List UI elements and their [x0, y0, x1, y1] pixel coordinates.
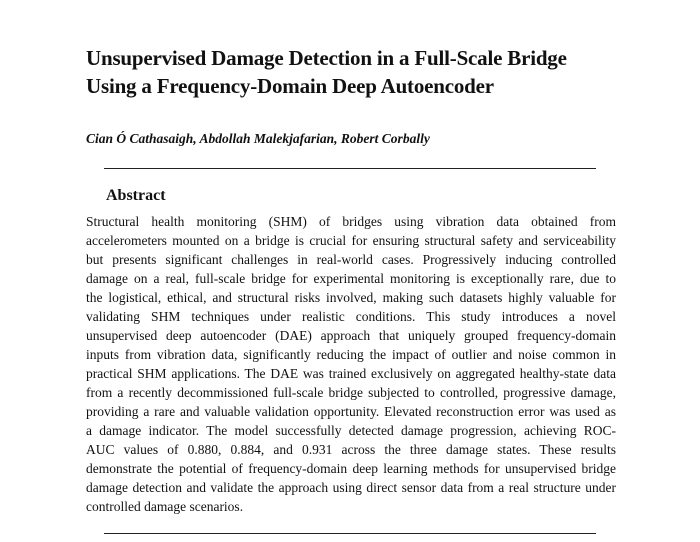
abstract-line: a damage indicator. The model successfully detected damage progression, achieving ROC-: [86, 423, 616, 438]
abstract-line: providing a rare and valuable validation opportunity. Elevated reconstruction error was used as: [86, 404, 616, 419]
abstract-line: from a recently decommissioned full-scale bridge subjected to controlled, progressive damage,: [86, 385, 616, 400]
paper-title: [86, 44, 646, 100]
abstract-line: practical SHM applications. The DAE was trained exclusively on aggregated healthy-state data: [86, 366, 616, 381]
abstract-line: unsupervised deep autoencoder (DAE) approach that uniquely grouped frequency-domain: [86, 328, 616, 343]
abstract-line: but presents significant challenges in real-world cases. Progressively inducing controlled: [86, 252, 616, 267]
abstract-line: the logistical, ethical, and structural risks involved, making such datasets highly valuable for: [86, 290, 616, 305]
abstract-line: inputs from vibration data, significantly reducing the impact of outlier and noise common in: [86, 347, 616, 362]
title-line-1: Unsupervised Damage Detection in a Full-Scale Bridge: [86, 46, 567, 70]
title-line-2: Using a Frequency-Domain Deep Autoencoder: [86, 74, 494, 98]
abstract-line: accelerometers mounted on a bridge is crucial for ensuring structural safety and serviceability: [86, 233, 616, 248]
top-divider: [104, 168, 596, 169]
abstract-line: demonstrate the potential of frequency-domain deep learning methods for unsupervised bridge: [86, 461, 616, 476]
bottom-divider: [104, 533, 596, 534]
abstract-heading: Abstract: [106, 187, 166, 204]
abstract-line: Structural health monitoring (SHM) of bridges using vibration data obtained from: [86, 214, 616, 229]
abstract-line: validating SHM techniques under realistic conditions. This study introduces a novel: [86, 309, 616, 324]
abstract-line: controlled damage scenarios.: [86, 499, 244, 514]
abstract-line: damage detection and validate the approach using direct sensor data from a real structure under: [86, 480, 616, 495]
abstract-body: [86, 212, 616, 516]
abstract-line: damage on a real, full-scale bridge for experimental monitoring is exceptionally rare, due to: [86, 271, 616, 286]
author-list: Cian Ó Cathasaigh, Abdollah Malekjafarian, Robert Corbally: [86, 131, 430, 146]
abstract-line: AUC values of 0.880, 0.884, and 0.931 across the three damage states. These results: [86, 442, 616, 457]
